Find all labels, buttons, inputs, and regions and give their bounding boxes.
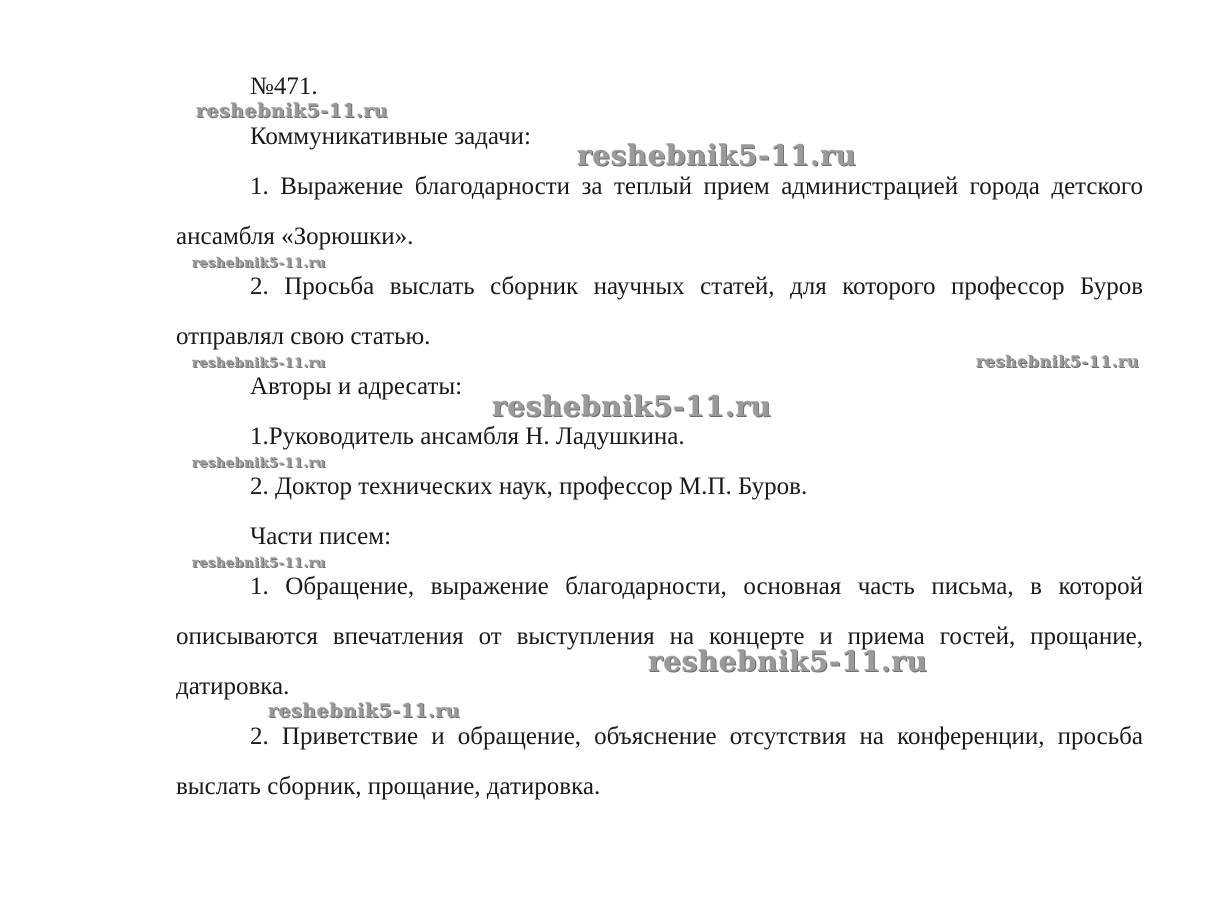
watermark: reshebnik5-11.ru bbox=[492, 390, 772, 423]
watermark: reshebnik5-11.ru bbox=[976, 352, 1140, 371]
watermark: reshebnik5-11.ru bbox=[192, 456, 327, 471]
watermark: reshebnik5-11.ru bbox=[192, 556, 327, 571]
paragraph-author-2: 2. Доктор технических наук, профессор М.П. Буров. bbox=[250, 473, 808, 500]
section-heading-letter-parts: Части писем: bbox=[250, 523, 392, 550]
paragraph-letter-part-2: 2. Приветствие и обращение, объяснение отсутствия на конференции, просьба выслать сборник, прощание, датировка. bbox=[176, 723, 1143, 800]
paragraph-task-2: 2. Просьба выслать сборник научных статей, для которого профессор Буров отправлял свою статью. bbox=[176, 273, 1143, 350]
task-number: №471. bbox=[250, 73, 318, 100]
watermark: reshebnik5-11.ru bbox=[196, 100, 389, 122]
watermark: reshebnik5-11.ru bbox=[192, 356, 327, 371]
document-body bbox=[176, 62, 1143, 812]
watermark: reshebnik5-11.ru bbox=[192, 256, 327, 271]
watermark: reshebnik5-11.ru bbox=[648, 645, 928, 678]
paragraph-task-1: 1. Выражение благодарности за теплый прием администрацией города детского ансамбля «Зорюшки». bbox=[176, 173, 1143, 250]
section-heading-communicative-tasks: Коммуникативные задачи: bbox=[250, 123, 531, 150]
paragraph-letter-part-1: 1. Обращение, выражение благодарности, основная часть письма, в которой описываются впечатления от выступления на концерте и приема гостей, прощание, датировка. bbox=[176, 573, 1143, 700]
section-heading-authors: Авторы и адресаты: bbox=[250, 373, 463, 400]
watermark: reshebnik5-11.ru bbox=[577, 139, 857, 172]
paragraph-author-1: 1.Руководитель ансамбля Н. Ладушкина. bbox=[250, 423, 685, 450]
watermark: reshebnik5-11.ru bbox=[268, 700, 461, 722]
